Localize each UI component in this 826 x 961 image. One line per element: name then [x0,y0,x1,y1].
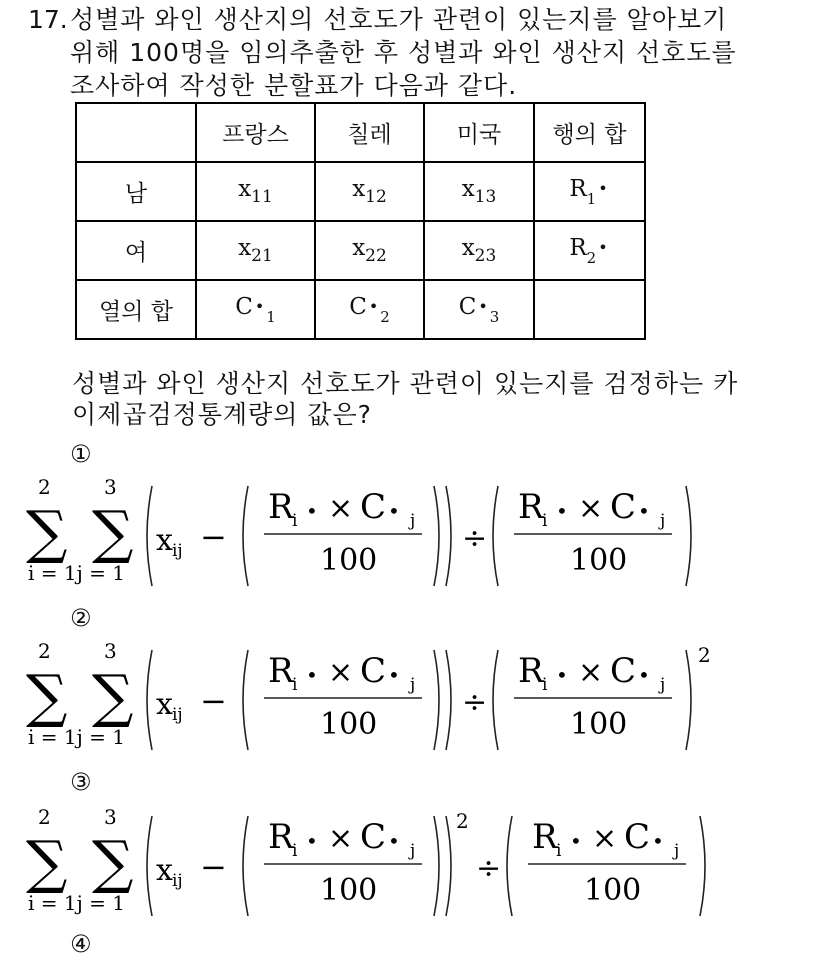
f1-frac-2-R-sub: i [542,511,548,531]
f2-sigma-i: ∑ [26,662,68,730]
question-number: 17. [28,5,68,34]
choice-4-marker[interactable]: ④ [70,930,92,958]
f1-divide: ÷ [462,521,488,556]
f3-frac-2-dot-1: • [570,829,582,853]
f1-sigma-i-upper: 2 [38,475,51,499]
f3-frac-2-R-sub: i [556,841,562,861]
cell-x12: $x_{12}$ [315,162,424,221]
f2-divide: ÷ [462,685,488,720]
question-line-3: 조사하여 작성한 분할표가 다음과 같다. [70,71,518,100]
f3-power-inner: 2 [456,809,469,833]
f3-paren-close-outer [446,816,451,916]
f1-minus: − [200,518,227,556]
f3-x: x [156,853,173,888]
f1-frac-1-denominator: 100 [320,543,378,578]
table-row-male [76,162,645,221]
cell-c3-sum: C $•_3$ [424,280,534,339]
f1-frac-2-C: C [610,487,637,527]
f2-sigma-lower: i = 1j = 1 [28,725,125,749]
f3-x-sub: ij [172,871,183,891]
f2-sigma-j: ∑ [92,662,134,730]
f3-frac-1-times: × [328,821,354,856]
table-row-female [76,221,645,280]
header-france: 프랑스 [196,103,315,162]
f1-frac-2-dot-2: • [638,499,650,523]
f2-frac-2-R: R [518,651,544,691]
f2-frac-2-times: × [578,655,604,690]
f3-frac-2-dot-2: • [652,829,664,853]
formula-2-body [26,639,711,750]
f3-frac-2-denominator: 100 [584,873,642,908]
f1-frac-1-dot-1: • [306,499,318,523]
f1-paren-open-2 [493,486,498,586]
f3-paren-open-1 [243,816,248,916]
f2-x-sub: ij [172,705,183,725]
f3-frac-2-C: C [624,817,651,857]
f2-paren-open-2 [493,650,498,750]
f1-frac-2-times: × [578,491,604,526]
f1-frac-2-C-sub: j [660,511,666,531]
f2-frac-2-denominator: 100 [570,707,628,742]
f3-paren-open-2 [507,816,512,916]
f3-paren-close-2 [700,816,705,916]
f2-frac-2-C: C [610,651,637,691]
f1-frac-2-R: R [518,487,544,527]
f2-frac-1-R: R [268,651,294,691]
f1-paren-open-1 [243,486,248,586]
question-line-2: 위해 100명을 임의추출한 후 성별과 와인 생산지 선호도를 [70,38,737,67]
f3-frac-1-denominator: 100 [320,873,378,908]
f3-minus: − [200,848,227,886]
f1-sigma-i: ∑ [26,498,68,566]
f3-frac-1-C-sub: j [410,841,416,861]
f2-frac-1-C-sub: j [410,675,416,695]
cell-empty [534,280,645,339]
prompt-line-2: 이제곱검정통계량의 값은? [72,400,372,429]
formula-choice-3 [22,798,742,928]
f1-paren-open-outer [147,486,152,586]
table-corner-cell [76,103,196,162]
f2-frac-1-denominator: 100 [320,707,378,742]
f2-paren-close-1 [434,650,439,750]
table-row-col-sum [76,280,645,339]
f2-frac-2-dot-1: • [556,663,568,687]
f2-minus: − [200,682,227,720]
formula-3-body [26,805,705,916]
header-chile: 칠레 [315,103,424,162]
row-label-col-sum: 열의 합 [76,280,196,339]
f1-sigma-lower: i = 1j = 1 [28,561,125,585]
f2-sigma-i-upper: 2 [38,639,51,663]
f3-sigma-i-upper: 2 [38,805,51,829]
f1-frac-1-dot-2: • [388,499,400,523]
f3-sigma-i: ∑ [26,828,68,896]
f2-frac-2-C-sub: j [660,675,666,695]
f3-divide: ÷ [476,851,502,886]
formula-1-body [26,475,691,586]
f2-paren-close-outer [446,650,451,750]
f1-frac-1-C: C [360,487,387,527]
f3-frac-1-dot-1: • [306,829,318,853]
f2-sigma-j-upper: 3 [104,639,117,663]
f1-x-sub: ij [172,541,183,561]
prompt-line-1: 성별과 와인 생산지 선호도가 관련이 있는지를 검정하는 카 [72,369,739,398]
f3-sigma-j: ∑ [92,828,134,896]
row-label-female: 여 [76,221,196,280]
f1-sigma-j: ∑ [92,498,134,566]
f2-frac-1-dot-1: • [306,663,318,687]
cell-c2-sum: C $•_2$ [315,280,424,339]
f2-frac-1-C: C [360,651,387,691]
f3-frac-2-R: R [532,817,558,857]
f1-x: x [156,523,173,558]
f3-frac-1-R-sub: i [292,841,298,861]
f1-frac-1-times: × [328,491,354,526]
f1-frac-1-C-sub: j [410,511,416,531]
header-usa: 미국 [424,103,534,162]
f1-paren-close-outer [446,486,451,586]
question-prompt [72,368,738,430]
cell-r1-sum: $R_1•$ [534,162,645,221]
choice-2-marker[interactable]: ② [70,604,92,632]
cell-x23: $x_{23}$ [424,221,534,280]
f2-power-outer: 2 [698,643,711,667]
f3-sigma-lower: i = 1j = 1 [28,891,125,915]
f2-paren-close-2 [686,650,691,750]
formula-choice-1 [22,468,722,598]
f3-frac-1-R: R [268,817,294,857]
cell-c1-sum: C $•_1$ [196,280,315,339]
f3-frac-2-C-sub: j [674,841,680,861]
cell-x11: $x_{11}$ [196,162,315,221]
f3-paren-open-outer [147,816,152,916]
choice-3-marker[interactable]: ③ [70,768,92,796]
f2-frac-1-dot-2: • [388,663,400,687]
f2-paren-open-outer [147,650,152,750]
row-label-male: 남 [76,162,196,221]
f1-frac-1-R: R [268,487,294,527]
f2-frac-2-R-sub: i [542,675,548,695]
f1-frac-1-R-sub: i [292,511,298,531]
cell-x13: $x_{13}$ [424,162,534,221]
cell-x22: $x_{22}$ [315,221,424,280]
contingency-table [75,102,646,340]
f3-frac-1-C: C [360,817,387,857]
f2-paren-open-1 [243,650,248,750]
f2-frac-1-times: × [328,655,354,690]
question-line-1: 성별과 와인 생산지의 선호도가 관련이 있는지를 알아보기 [70,5,728,34]
f1-frac-2-denominator: 100 [570,543,628,578]
choice-1-marker[interactable]: ① [70,440,92,468]
f2-frac-1-R-sub: i [292,675,298,695]
formula-choice-2 [22,632,742,762]
f1-paren-close-2 [686,486,691,586]
f2-x: x [156,687,173,722]
f3-frac-1-dot-2: • [388,829,400,853]
header-row-sum: 행의 합 [534,103,645,162]
f1-paren-close-1 [434,486,439,586]
f1-sigma-j-upper: 3 [104,475,117,499]
f3-paren-close-1 [434,816,439,916]
f1-frac-2-dot-1: • [556,499,568,523]
f3-frac-2-times: × [592,821,618,856]
cell-r2-sum: $R_2•$ [534,221,645,280]
table-header-row [76,103,645,162]
f2-frac-2-dot-2: • [638,663,650,687]
f3-sigma-j-upper: 3 [104,805,117,829]
cell-x21: $x_{21}$ [196,221,315,280]
